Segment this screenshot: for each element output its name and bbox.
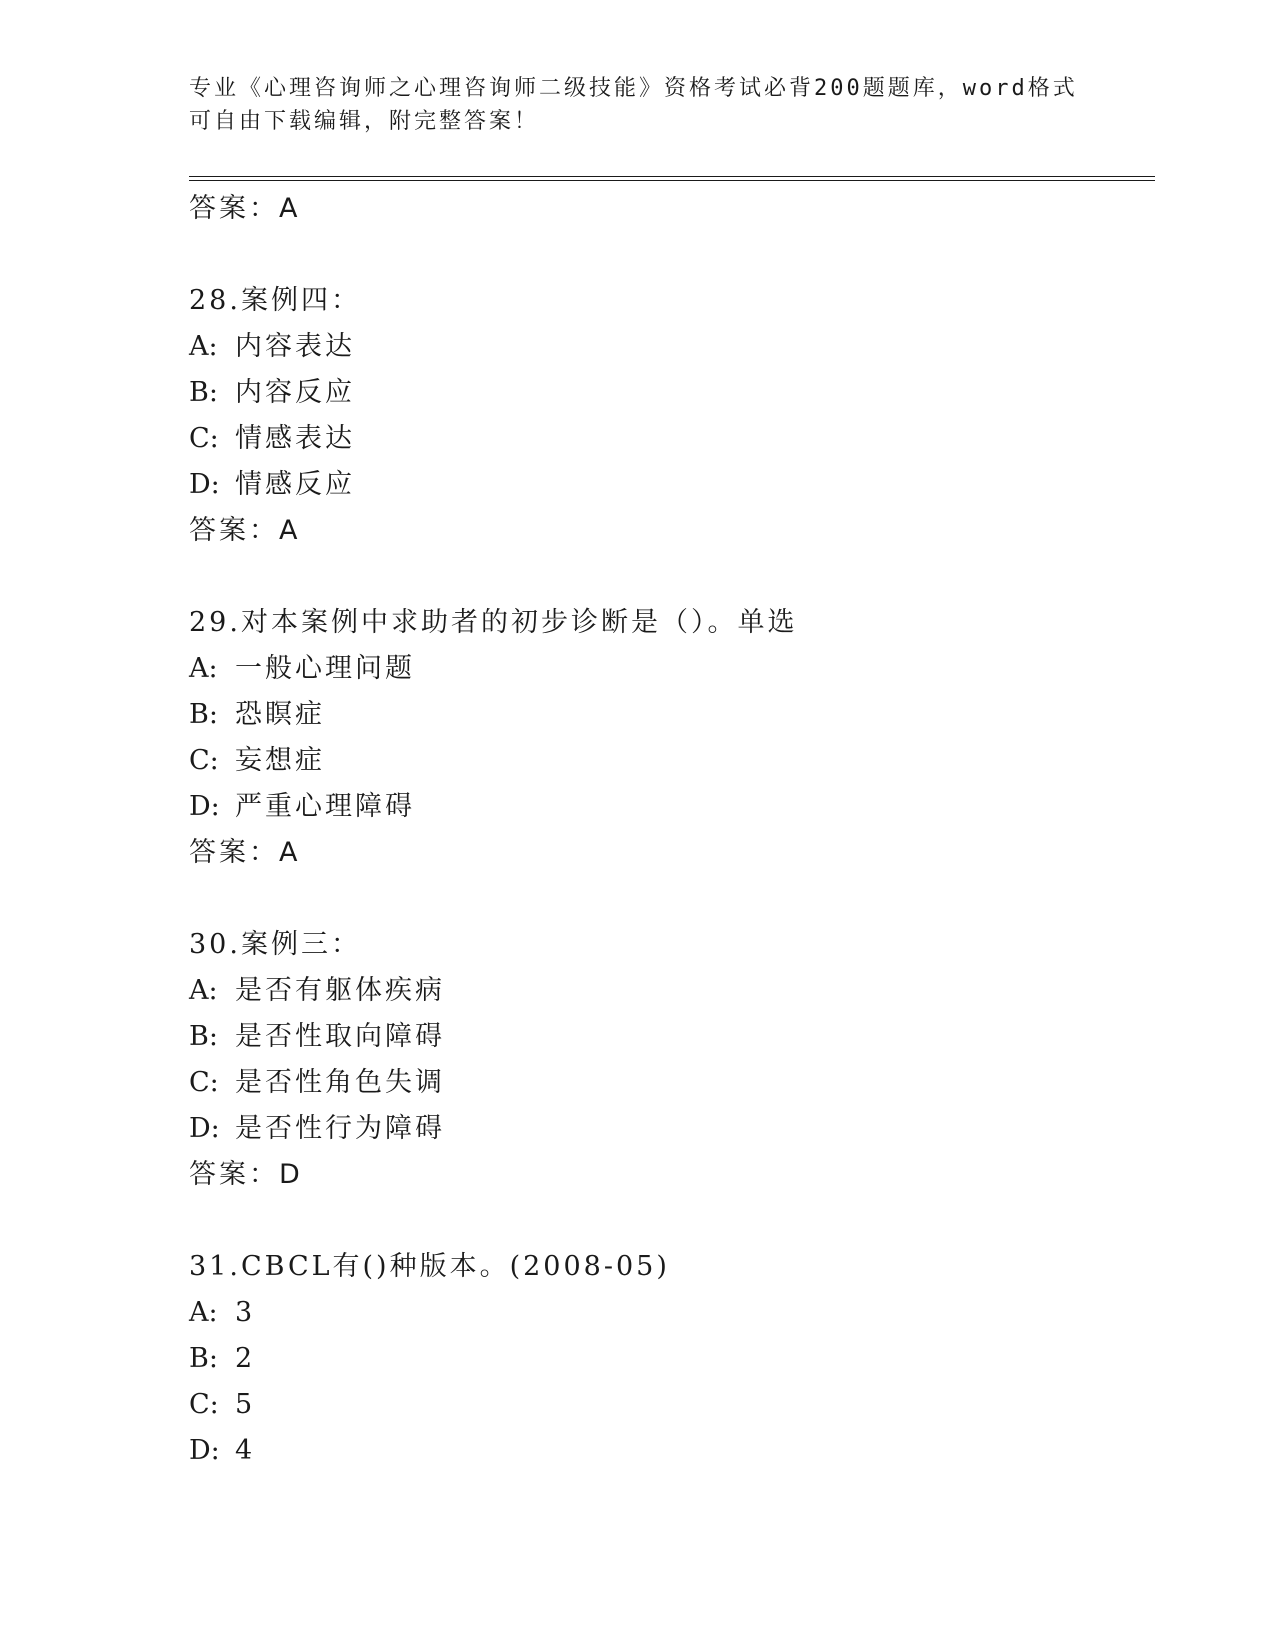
option-a [189,324,1149,370]
option-key: A: [189,653,218,684]
option-key: B: [189,1343,218,1374]
header-rule-bottom [189,180,1155,181]
option-key: A: [189,975,218,1006]
answer-line: 答案：D [189,1159,303,1190]
question-stem: 30.案例三： [189,929,361,960]
option-c [189,738,1149,784]
option-key: B: [189,699,218,730]
option-key: C: [189,423,219,454]
option-text: 情感表达 [235,423,355,454]
option-text: 3 [235,1297,256,1328]
option-text: 一般心理问题 [235,653,415,684]
option-key: A: [189,1297,218,1328]
option-d [189,1428,1149,1474]
header-line-1: 专业《心理咨询师之心理咨询师二级技能》资格考试必背200题题库，word格式 [189,76,1078,101]
option-key: B: [189,377,218,408]
page-header [189,72,1089,138]
option-text: 妄想症 [235,745,325,776]
option-key: C: [189,1389,219,1420]
question-31 [189,1244,1149,1474]
header-line-2: 可自由下载编辑，附完整答案！ [189,109,540,134]
question-28 [189,278,1149,554]
option-text: 内容表达 [235,331,355,362]
option-key: A: [189,331,218,362]
option-b [189,1014,1149,1060]
answer-line: 答案：A [189,193,301,224]
option-a [189,646,1149,692]
option-key: C: [189,745,219,776]
question-stem: 31.CBCL有()种版本。(2008-05) [189,1251,670,1282]
question-stem: 29.对本案例中求助者的初步诊断是（）。单选 [189,607,798,638]
option-text: 内容反应 [235,377,355,408]
option-key: D: [189,791,220,822]
option-text: 情感反应 [235,469,355,500]
question-30 [189,922,1149,1198]
option-text: 是否性取向障碍 [235,1021,445,1052]
option-key: D: [189,1435,220,1466]
header-rule-top [189,176,1155,177]
option-text: 是否性角色失调 [235,1067,445,1098]
question-list [189,186,1149,1474]
option-c [189,1382,1149,1428]
question-stem: 28.案例四： [189,285,361,316]
option-key: D: [189,1113,220,1144]
option-b [189,692,1149,738]
option-d [189,1106,1149,1152]
option-text: 4 [235,1435,256,1466]
option-d [189,462,1149,508]
option-c [189,1060,1149,1106]
option-key: D: [189,469,220,500]
option-text: 5 [235,1389,256,1420]
option-key: C: [189,1067,219,1098]
option-d [189,784,1149,830]
question-29 [189,600,1149,876]
answer-line: 答案：A [189,515,301,546]
option-a [189,968,1149,1014]
option-text: 是否有躯体疾病 [235,975,445,1006]
option-c [189,416,1149,462]
option-a [189,1290,1149,1336]
option-b [189,370,1149,416]
answer-line: 答案：A [189,837,301,868]
option-text: 是否性行为障碍 [235,1113,445,1144]
option-text: 2 [235,1343,256,1374]
option-b [189,1336,1149,1382]
option-key: B: [189,1021,218,1052]
option-text: 严重心理障碍 [235,791,415,822]
option-text: 恐瞑症 [235,699,325,730]
